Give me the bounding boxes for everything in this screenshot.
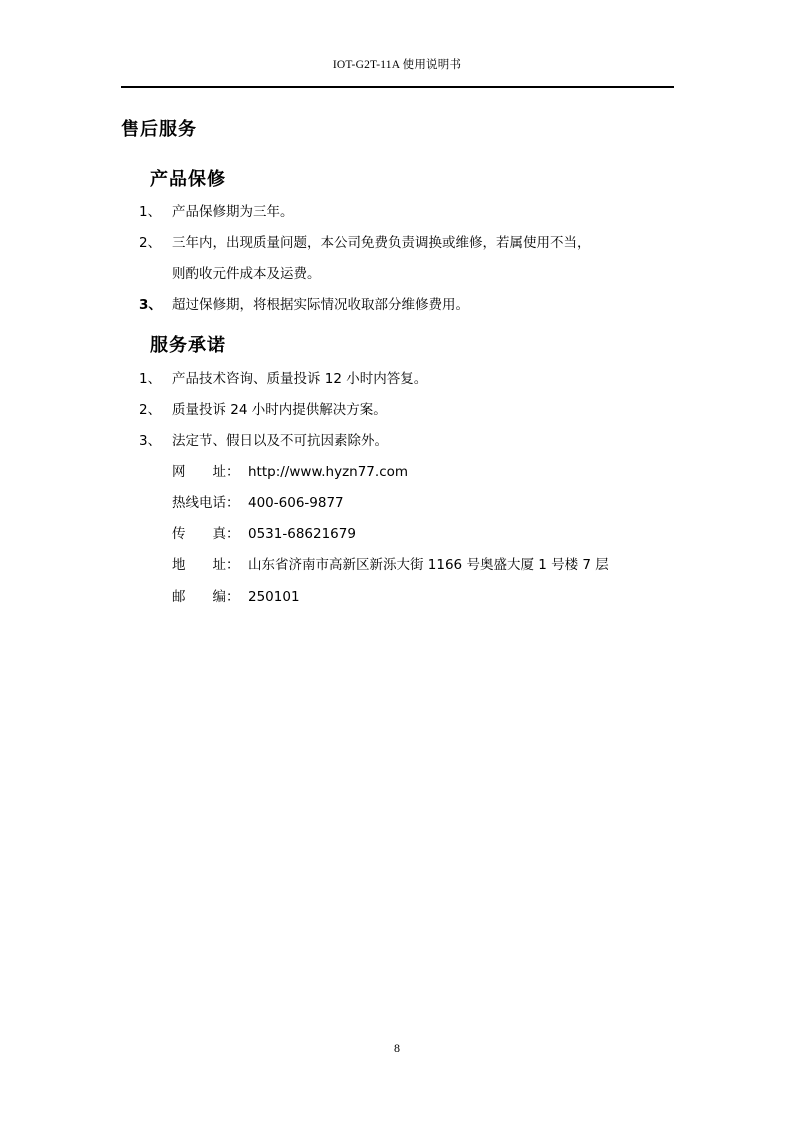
list-number: 3、 bbox=[139, 433, 162, 449]
list-item-text: 超过保修期，将根据实际情况收取部分维修费用。 bbox=[172, 297, 469, 313]
list-item-text: 法定节、假日以及不可抗因素除外。 bbox=[172, 433, 388, 449]
contact-label: 网 址： bbox=[172, 464, 240, 480]
list-item-text: 三年内，出现质量问题，本公司免费负责调换或维修，若属使用不当， bbox=[172, 235, 591, 251]
commitment-heading: 服务承诺 bbox=[150, 335, 226, 356]
list-number: 1、 bbox=[139, 371, 162, 387]
page-header-title: IOT-G2T-11A 使用说明书 bbox=[332, 59, 462, 71]
contact-label: 热线电话： bbox=[172, 495, 240, 511]
website-link[interactable]: http://www.hyzn77.com bbox=[248, 464, 409, 480]
warranty-heading: 产品保修 bbox=[150, 169, 226, 190]
list-item-text: 产品技术咨询、质量投诉 12 小时内答复。 bbox=[172, 371, 428, 387]
hotline-value: 400-606-9877 bbox=[248, 495, 344, 511]
list-item-text: 产品保修期为三年。 bbox=[172, 204, 294, 220]
header-divider bbox=[121, 86, 674, 88]
list-number: 3、 bbox=[139, 297, 162, 313]
contact-label: 邮 编： bbox=[172, 589, 240, 605]
contact-label: 传 真： bbox=[172, 526, 240, 542]
list-number: 2、 bbox=[139, 235, 162, 251]
postcode-value: 250101 bbox=[248, 589, 300, 605]
fax-value: 0531-68621679 bbox=[248, 526, 356, 542]
list-number: 1、 bbox=[139, 204, 162, 220]
address-value: 山东省济南市高新区新泺大街 1166 号奥盛大厦 1 号楼 7 层 bbox=[248, 557, 609, 573]
list-item-text: 质量投诉 24 小时内提供解决方案。 bbox=[172, 402, 387, 418]
page-number: 8 bbox=[394, 1041, 400, 1055]
section-title: 售后服务 bbox=[121, 119, 197, 140]
list-item-text-continued: 则酌收元件成本及运费。 bbox=[172, 266, 321, 282]
contact-label: 地 址： bbox=[172, 557, 240, 573]
list-number: 2、 bbox=[139, 402, 162, 418]
